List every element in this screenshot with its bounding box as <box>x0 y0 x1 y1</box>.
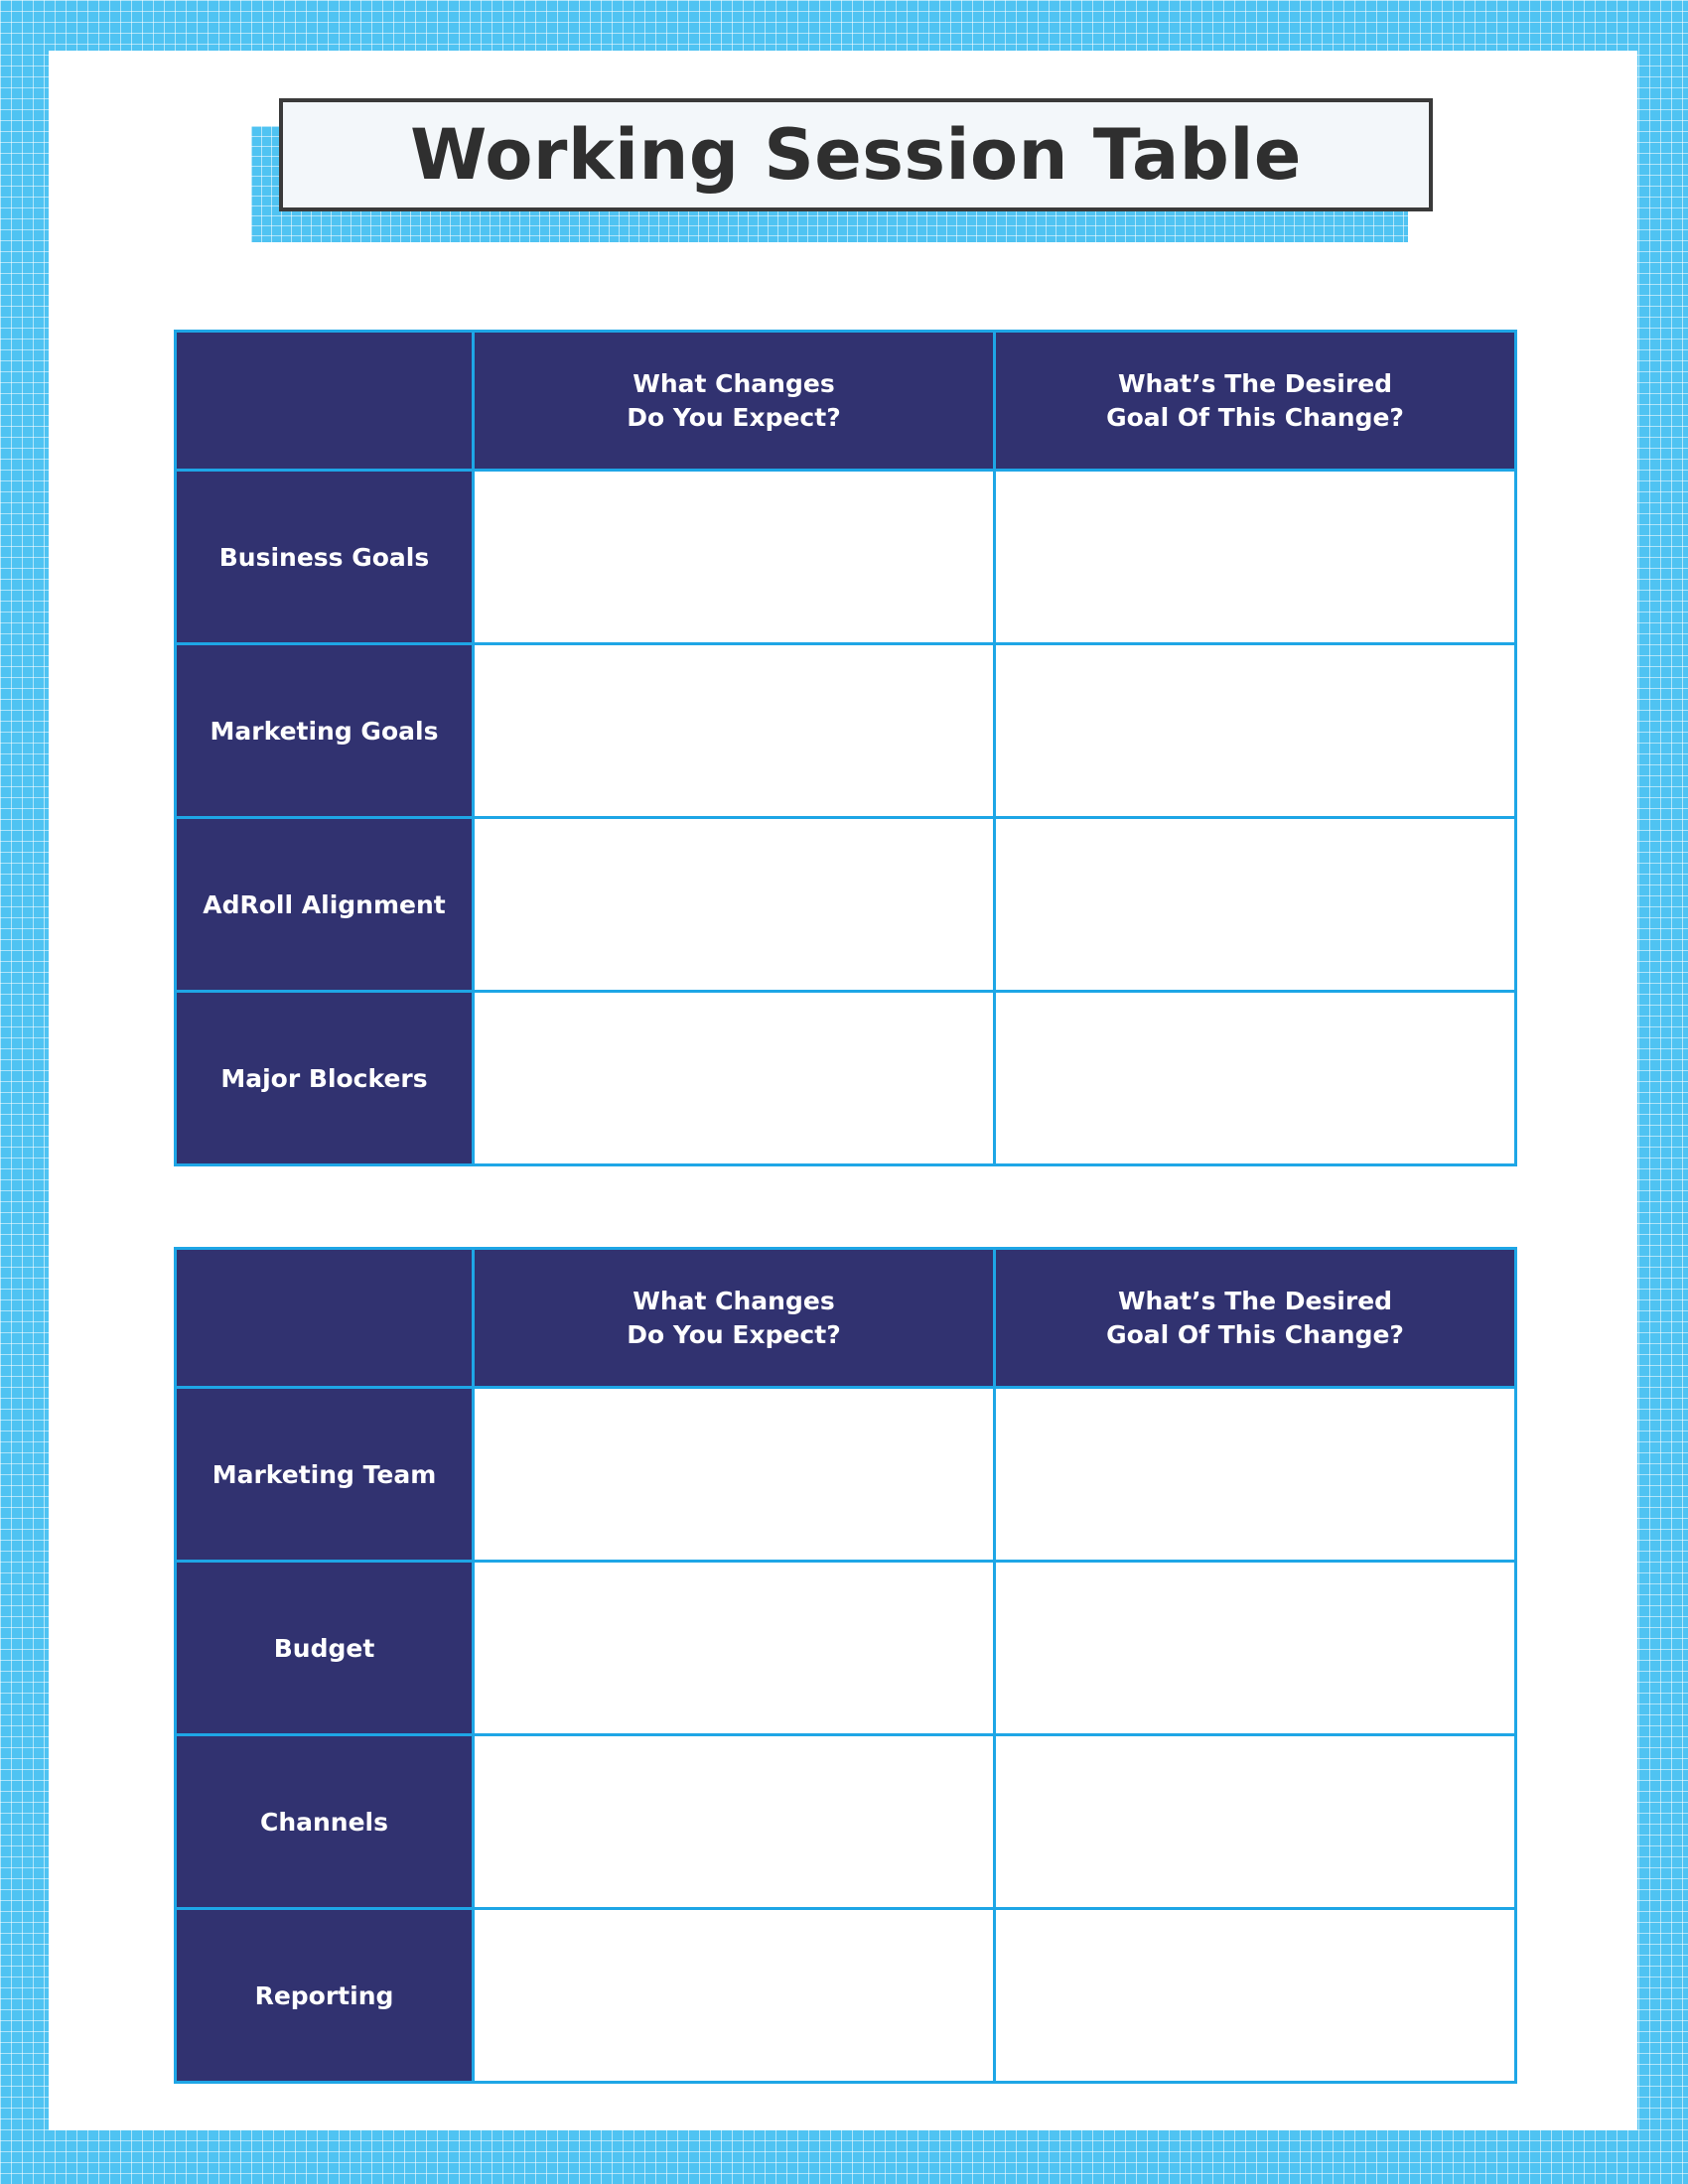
table-row <box>176 644 1516 818</box>
table-row <box>176 471 1516 644</box>
worksheet-table-2 <box>174 1247 1517 2084</box>
row-label-marketing-team: Marketing Team <box>176 1388 474 1562</box>
page-title: Working Session Table <box>410 114 1302 196</box>
entry-cell-goal[interactable] <box>995 992 1516 1165</box>
header-corner-cell <box>176 332 474 471</box>
entry-cell-changes[interactable] <box>474 818 995 992</box>
table-row <box>176 1909 1516 2083</box>
entry-cell-changes[interactable] <box>474 1388 995 1562</box>
entry-cell-goal[interactable] <box>995 1562 1516 1735</box>
entry-cell-goal[interactable] <box>995 1909 1516 2083</box>
entry-cell-goal[interactable] <box>995 1388 1516 1562</box>
entry-cell-changes[interactable] <box>474 644 995 818</box>
header-desired-goal: What’s The Desired Goal Of This Change? <box>995 1249 1516 1388</box>
entry-cell-goal[interactable] <box>995 644 1516 818</box>
entry-cell-changes[interactable] <box>474 1562 995 1735</box>
worksheet-table-1 <box>174 330 1517 1166</box>
row-label-channels: Channels <box>176 1735 474 1909</box>
table-header-row <box>176 332 1516 471</box>
title-banner <box>279 98 1433 211</box>
entry-cell-changes[interactable] <box>474 1909 995 2083</box>
entry-cell-changes[interactable] <box>474 992 995 1165</box>
header-desired-goal: What’s The Desired Goal Of This Change? <box>995 332 1516 471</box>
entry-cell-goal[interactable] <box>995 1735 1516 1909</box>
header-what-changes: What Changes Do You Expect? <box>474 1249 995 1388</box>
row-label-reporting: Reporting <box>176 1909 474 2083</box>
table-row <box>176 1735 1516 1909</box>
row-label-adroll-alignment: AdRoll Alignment <box>176 818 474 992</box>
entry-cell-changes[interactable] <box>474 471 995 644</box>
row-label-marketing-goals: Marketing Goals <box>176 644 474 818</box>
table-row <box>176 992 1516 1165</box>
table-row <box>176 1388 1516 1562</box>
row-label-budget: Budget <box>176 1562 474 1735</box>
entry-cell-changes[interactable] <box>474 1735 995 1909</box>
table-row <box>176 1562 1516 1735</box>
row-label-major-blockers: Major Blockers <box>176 992 474 1165</box>
row-label-business-goals: Business Goals <box>176 471 474 644</box>
header-what-changes: What Changes Do You Expect? <box>474 332 995 471</box>
header-corner-cell <box>176 1249 474 1388</box>
table-header-row <box>176 1249 1516 1388</box>
entry-cell-goal[interactable] <box>995 471 1516 644</box>
table-row <box>176 818 1516 992</box>
entry-cell-goal[interactable] <box>995 818 1516 992</box>
